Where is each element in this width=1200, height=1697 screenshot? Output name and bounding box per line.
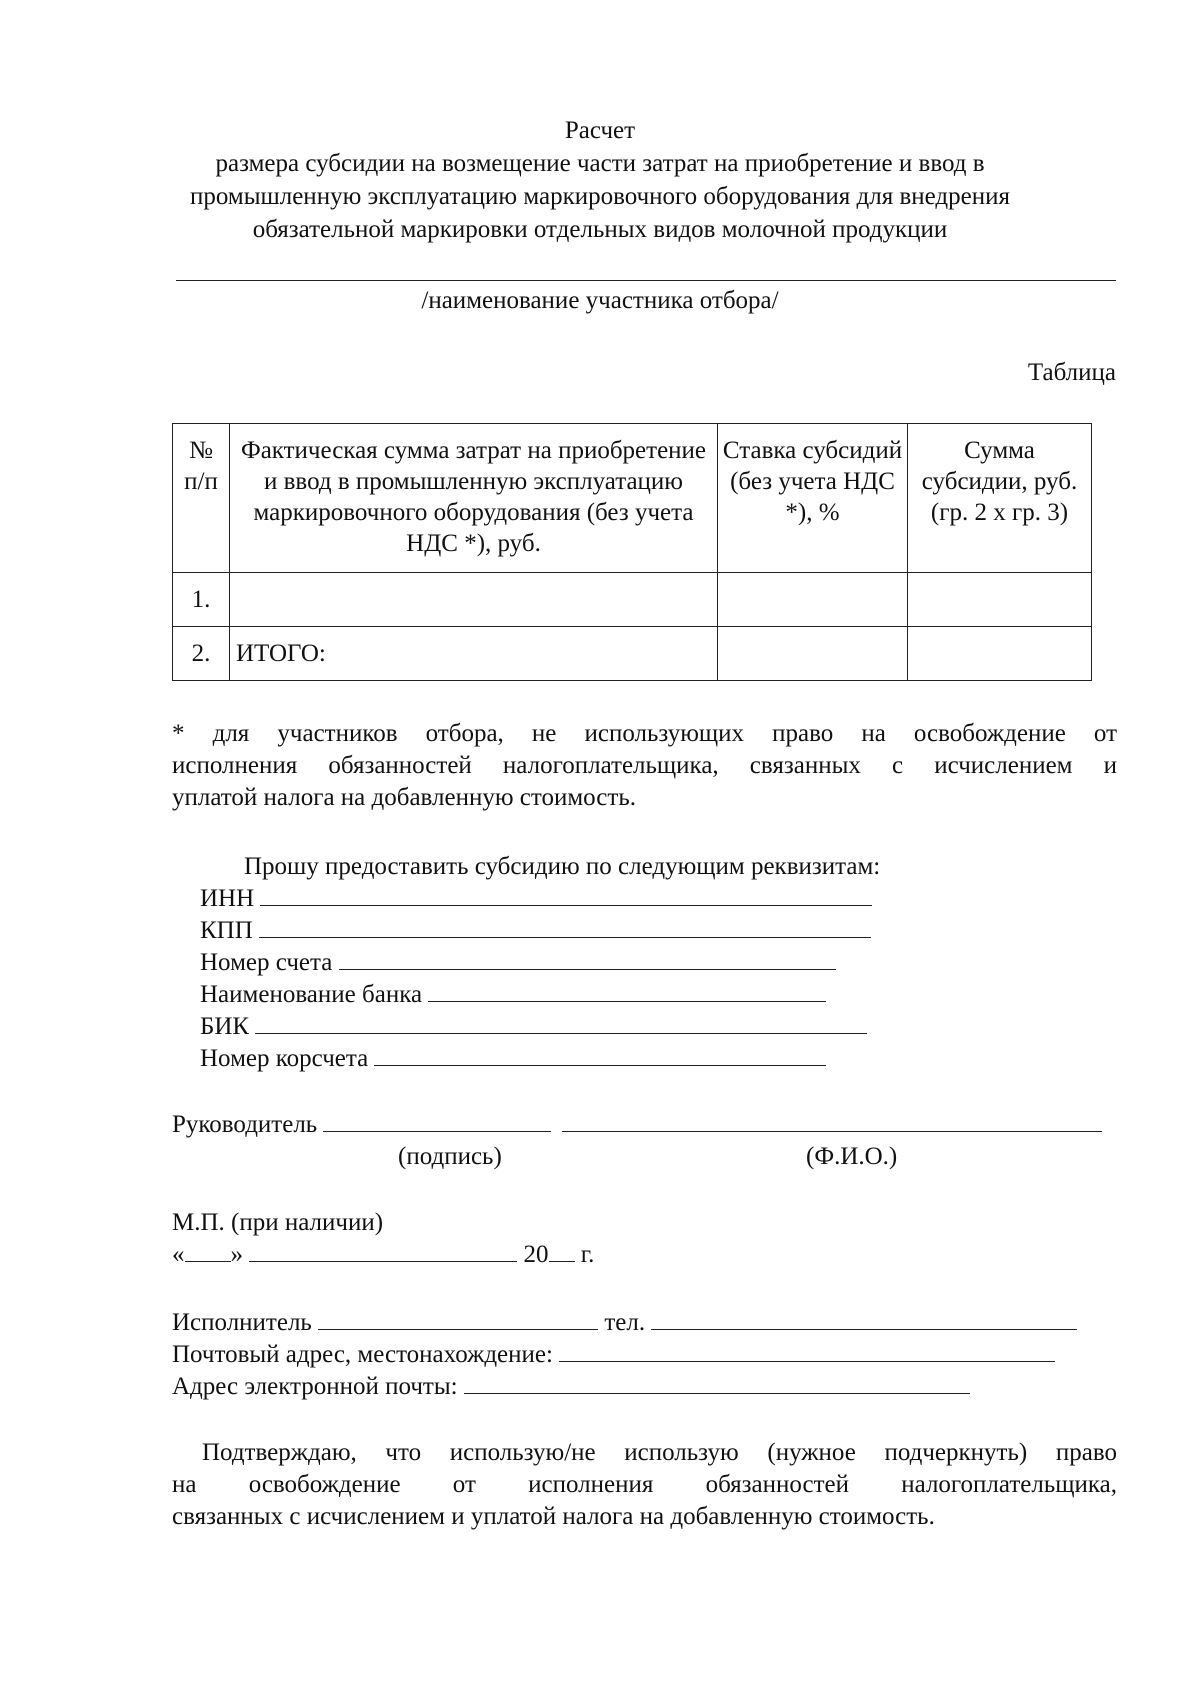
- executor-row: [172, 1307, 1077, 1339]
- address-field[interactable]: [559, 1339, 1055, 1362]
- bik-label: БИК: [200, 1013, 250, 1040]
- confirm-line: Подтверждаю, что использую/не использую (нужное подчеркнуть) право: [202, 1439, 1117, 1466]
- phone-label: тел.: [604, 1309, 646, 1336]
- inn-field[interactable]: [260, 883, 872, 906]
- email-label: Адрес электронной почты:: [172, 1373, 458, 1400]
- inn-label: ИНН: [200, 885, 255, 912]
- confirm-line: на освобождение от исполнения обязанностей налогоплательщика,: [172, 1471, 1117, 1498]
- row-num: 1.: [173, 573, 230, 627]
- header-cost: Фактическая сумма затрат на приобретение и ввод в промышленную эксплуатацию маркировочного оборудования (без учета НДС *), руб.: [230, 424, 718, 573]
- head-name-field[interactable]: [562, 1109, 1102, 1132]
- inn-row: [200, 883, 872, 915]
- month-field[interactable]: [249, 1239, 517, 1262]
- kpp-field[interactable]: [259, 915, 871, 938]
- bik-field[interactable]: [255, 1011, 867, 1034]
- email-row: [172, 1371, 970, 1403]
- phone-field[interactable]: [651, 1307, 1077, 1330]
- total-label: ИТОГО:: [230, 627, 718, 681]
- year-prefix: 20: [523, 1241, 549, 1268]
- header-rate: Ставка субсидий (без учета НДС *), %: [718, 424, 908, 573]
- day-field[interactable]: [185, 1239, 231, 1262]
- table-row: [173, 627, 1092, 681]
- bik-row: [200, 1011, 867, 1043]
- name-caption: (Ф.И.О.): [806, 1143, 898, 1170]
- rate-cell[interactable]: [718, 627, 908, 681]
- footnote-line: уплатой налога на добавленную стоимость.: [172, 784, 636, 811]
- bank-row: [200, 979, 826, 1011]
- bank-label: Наименование банка: [200, 981, 423, 1008]
- account-row: [200, 947, 836, 979]
- footnote-line: * для участников отбора, не использующих право на освобождение от: [172, 720, 1117, 747]
- executor-label: Исполнитель: [172, 1309, 312, 1336]
- requisites-intro: Прошу предоставить субсидию по следующим реквизитам:: [244, 853, 881, 880]
- date-row: [172, 1239, 594, 1271]
- corr-label: Номер корсчета: [200, 1045, 369, 1072]
- table-label: Таблица: [1027, 359, 1116, 386]
- amount-cell[interactable]: [908, 627, 1092, 681]
- footnote-line: исполнения обязанностей налогоплательщика, связанных с исчислением и: [172, 752, 1117, 779]
- subsidy-table: [172, 423, 1092, 681]
- title-line-1: Расчет: [564, 117, 636, 144]
- bank-field[interactable]: [428, 979, 826, 1002]
- kpp-row: [200, 915, 871, 947]
- account-label: Номер счета: [200, 949, 333, 976]
- amount-cell[interactable]: [908, 573, 1092, 627]
- title-line-2: размера субсидии на возмещение части затрат на приобретение и ввод в: [215, 150, 985, 177]
- signature-field[interactable]: [323, 1109, 551, 1132]
- quote-close: »: [230, 1241, 243, 1268]
- address-row: [172, 1339, 1055, 1371]
- year-field[interactable]: [549, 1239, 575, 1262]
- cost-cell[interactable]: [230, 573, 718, 627]
- row-num: 2.: [173, 627, 230, 681]
- head-row: [172, 1109, 1102, 1141]
- email-field[interactable]: [464, 1371, 970, 1394]
- title-line-3: промышленную эксплуатацию маркировочного оборудования для внедрения: [189, 183, 1011, 210]
- corr-row: [200, 1043, 826, 1075]
- executor-field[interactable]: [318, 1307, 598, 1330]
- corr-field[interactable]: [374, 1043, 826, 1066]
- header-amount: Сумма субсидии, руб. (гр. 2 x гр. 3): [908, 424, 1092, 573]
- vat-footnote: [172, 718, 1117, 814]
- rate-cell[interactable]: [718, 573, 908, 627]
- confirm-line: связанных с исчислением и уплатой налога на добавленную стоимость.: [172, 1503, 935, 1530]
- header-num: № п/п: [173, 424, 230, 573]
- year-suffix: г.: [580, 1241, 595, 1268]
- quote-open: «: [172, 1241, 185, 1268]
- account-field[interactable]: [339, 947, 836, 970]
- table-row: [173, 573, 1092, 627]
- org-name-field[interactable]: [176, 280, 1116, 281]
- address-label: Почтовый адрес, местонахождение:: [172, 1341, 553, 1368]
- table-header-row: [173, 424, 1092, 573]
- kpp-label: КПП: [200, 917, 253, 944]
- document-title: [0, 114, 1200, 246]
- stamp-label: М.П. (при наличии): [172, 1209, 384, 1236]
- head-label: Руководитель: [172, 1111, 318, 1138]
- title-line-4: обязательной маркировки отдельных видов молочной продукции: [252, 216, 948, 243]
- vat-confirmation: [172, 1437, 1117, 1533]
- org-name-caption: /наименование участника отбора/: [421, 287, 779, 314]
- signature-caption: (подпись): [398, 1143, 502, 1170]
